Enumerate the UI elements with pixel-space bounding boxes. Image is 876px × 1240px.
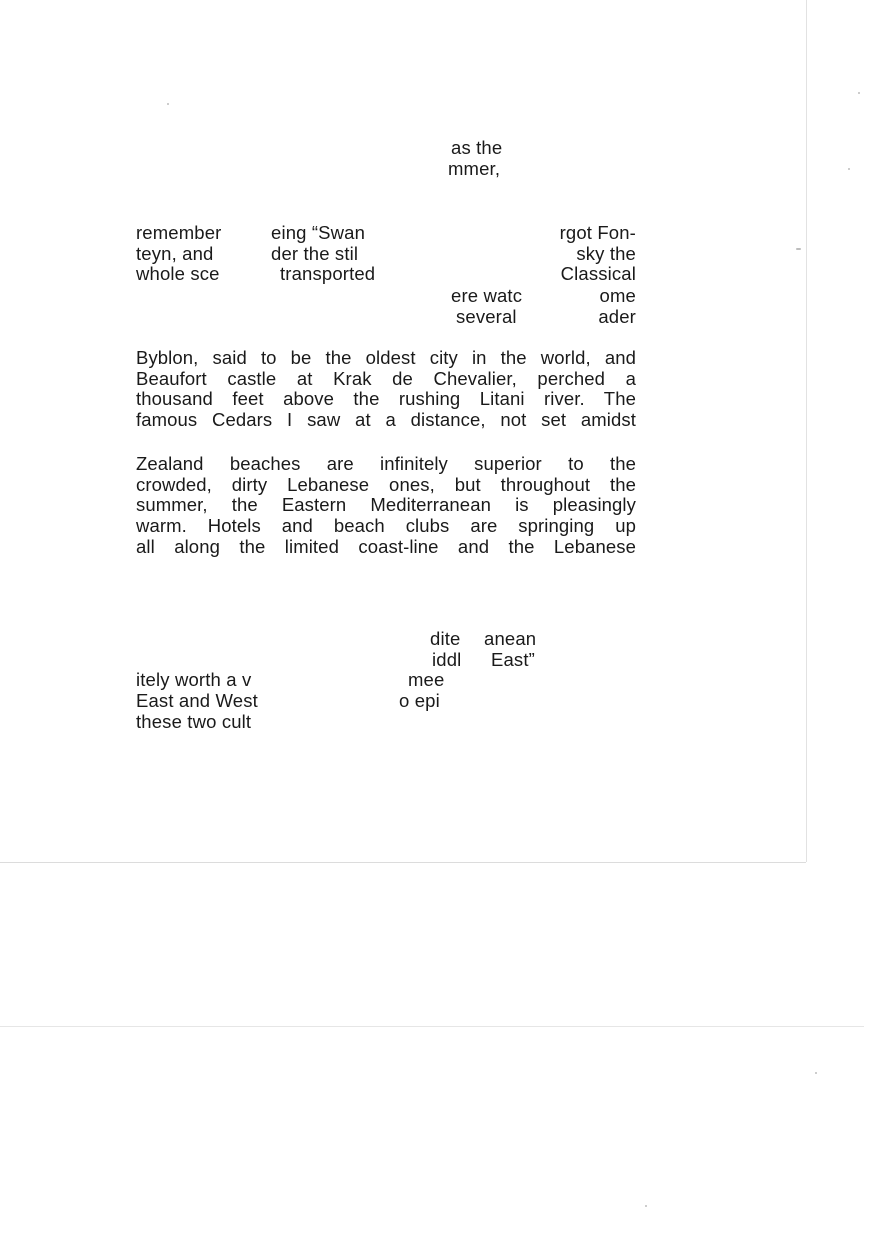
- text-fragment: whole sce: [136, 263, 220, 284]
- text-fragment: East and West: [136, 690, 258, 711]
- text-fragment: Classical: [560, 263, 636, 284]
- text-fragment: teyn, and: [136, 243, 214, 264]
- text-fragment: iddl: [432, 649, 462, 670]
- paragraph-line: famous Cedars I saw at a distance, not set amidst: [136, 409, 636, 431]
- paragraph-line: summer, the Eastern Mediterranean is pleasingly: [136, 494, 636, 516]
- paragraph-line: thousand feet above the rushing Litani river. The: [136, 388, 636, 410]
- text-fragment: mee: [408, 669, 445, 690]
- paragraph-line: Beaufort castle at Krak de Chevalier, perched a: [136, 367, 636, 389]
- text-fragment: mmer,: [448, 158, 501, 179]
- scan-speck: [645, 1205, 647, 1207]
- text-fragment: several: [456, 306, 517, 327]
- text-fragment: East”: [491, 649, 535, 670]
- paragraph-line: all along the limited coast-line and the Lebanese: [136, 535, 636, 557]
- paragraph-line: Zealand beaches are infinitely superior to the: [136, 453, 636, 474]
- text-fragment: sky the: [576, 243, 636, 264]
- text-fragment: ere watc: [451, 285, 523, 306]
- scan-speck: [858, 92, 860, 94]
- text-fragment: as the: [451, 137, 503, 158]
- text-fragment: anean: [484, 628, 537, 649]
- text-fragment: itely worth a v: [136, 669, 252, 690]
- paragraph-line: warm. Hotels and beach clubs are springing up: [136, 515, 636, 537]
- text-fragment: dite: [430, 628, 461, 649]
- paragraph-line: crowded, dirty Lebanese ones, but throughout the: [136, 473, 636, 495]
- text-fragment: transported: [280, 263, 376, 284]
- text-fragment: eing “Swan: [271, 222, 366, 243]
- text-fragment: ader: [598, 306, 636, 327]
- paragraph-zealand: [136, 454, 636, 558]
- text-fragment: remember: [136, 222, 222, 243]
- text-fragment: ome: [599, 285, 636, 306]
- scan-speck: [815, 1072, 817, 1074]
- paragraph-line: Byblon, said to be the oldest city in the world, and: [136, 347, 636, 368]
- scan-speck: [167, 103, 169, 105]
- text-fragment: these two cult: [136, 711, 252, 732]
- text-fragment: rgot Fon-: [559, 222, 636, 243]
- page-edge: [806, 0, 807, 862]
- paragraph-byblon: [136, 348, 636, 431]
- fold-line: [0, 862, 806, 863]
- text-fragment: o epi: [399, 690, 440, 711]
- scan-speck: [796, 248, 801, 250]
- scan-speck: [848, 168, 850, 170]
- fold-line: [0, 1026, 864, 1027]
- text-fragment: der the stil: [271, 243, 359, 264]
